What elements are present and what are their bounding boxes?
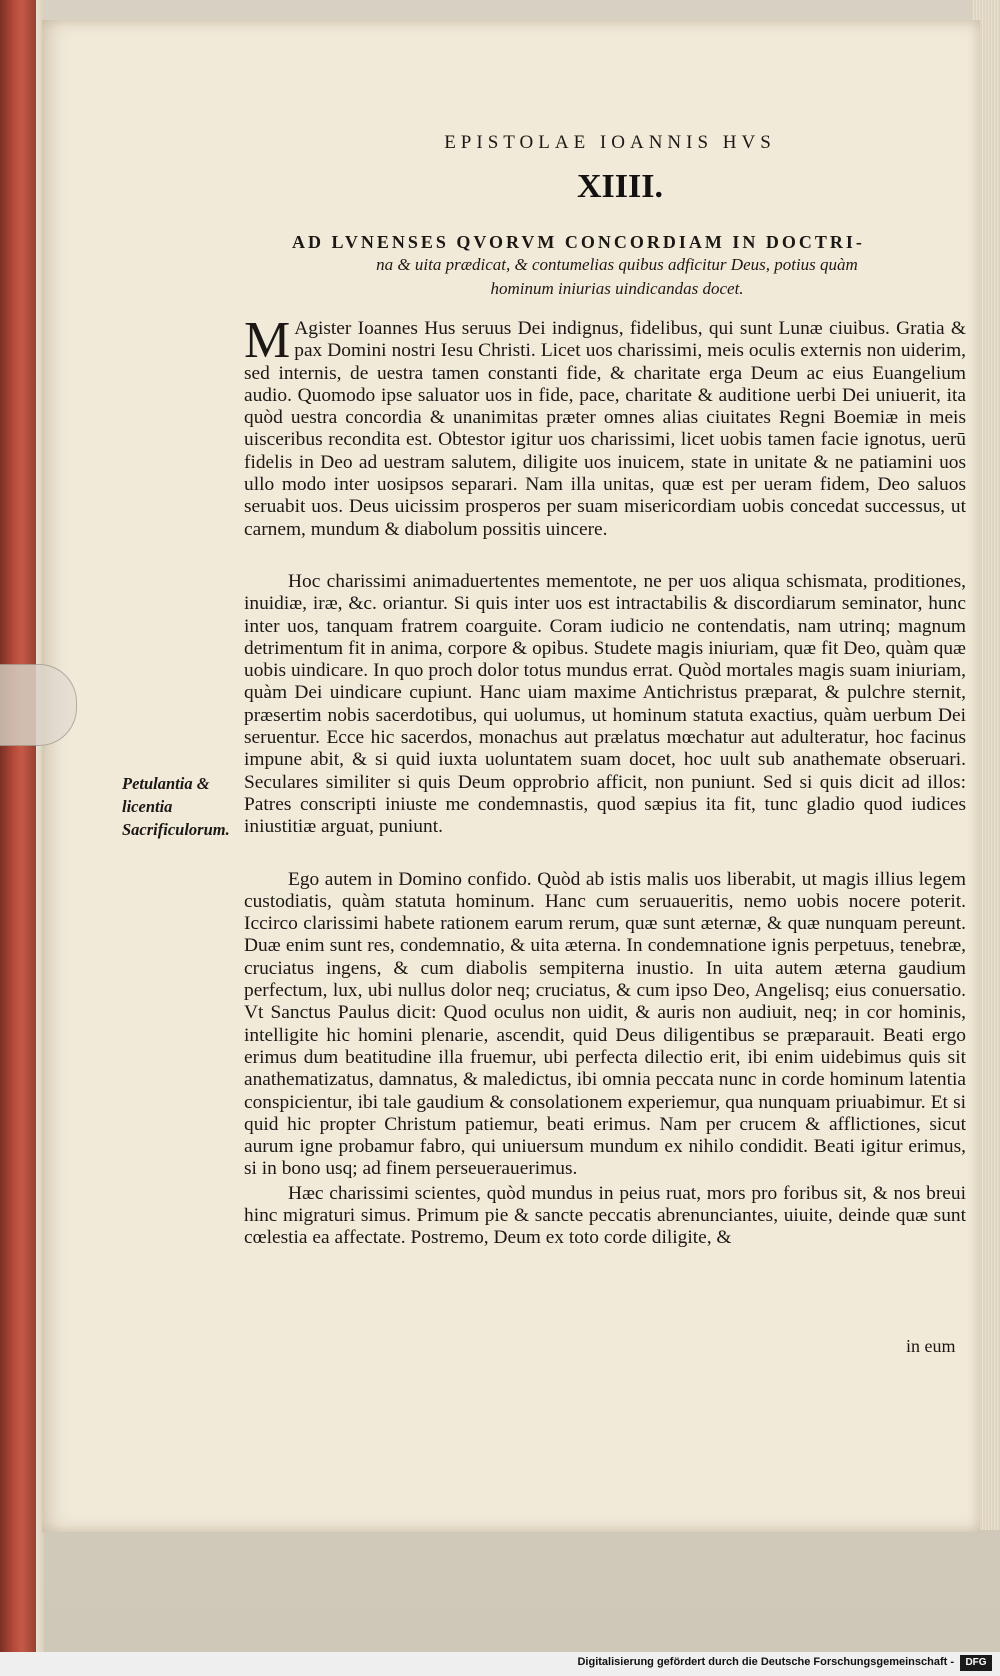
paragraph-2: Hoc charissimi animaduertentes mementote, ne per uos aliqua schismata, proditiones, inuidiæ, iræ, &c. oriantur. Si quis inter uos est intractabilis & discordiarum seminator, hunc inter uos, tanquam fratrem coarguite. Coram iudicio ne contendatis, nam utrinq; magnum detrimentum fit in anima, corpore & opibus. Studete magis iniuriam, quæ fit Deo, quàm quæ uobis uindicare. In quo proch dolor totus mundus errat. Quòd mortales magis suam iniuriam, quàm Dei uindicare cupiunt. Hanc uiam maxime Antichristus præparat, & pulchre sternit, præsertim nobis sacerdotibus, qui uolumus, ut hominum statuta exactius, quàm uerbum Dei seruentur. Ecce hic sacerdos, monachus aut prælatus mœchatur aut adulteratur, hoc facinus impune abit, & si quid iuxta uoluntatem suam docet, hoc uult sub anathemate obseruari. Seculares similiter si quis Deum opprobrio afficit, non puniunt. Sed si quis dicit ad illos: Patres conscripti iniuste me condemnastis, quod sæpius ita fit, tunc gladio quod iudices iniustitiæ arguat, puniunt.	[244, 570, 966, 838]
footer-credit: Digitalisierung gefördert durch die Deutsche Forschungsgemeinschaft -	[577, 1656, 954, 1668]
caption-line-1: AD LVNENSES QVORVM CONCORDIAM IN DOCTRI-	[292, 232, 865, 252]
caption-line-3: hominum iniurias uindicandas docet.	[490, 279, 744, 298]
letter-number: XIIII.	[577, 168, 663, 205]
book-binding	[0, 0, 40, 1660]
marginal-note: Petulantia & licentia Sacrificulorum.	[122, 774, 230, 839]
paragraph-1-text: Agister Ioannes Hus seruus Dei indignus, fidelibus, qui sunt Lunæ ciuibus. Gratia & pax Domini nostri Iesu Christi. Licet uos charissimi, meis oculis externis non uiderim, sed internis, de uestra tamen constanti fide, & charitate erga Deum ac eius Euangelium audio. Quomodo ipse saluator uos in fide, pace, charitate & auditione uerbi Dei uniuerit, ita quòd uestra concordia & unanimitas præter omnes alias ciuitates Regni Boemiæ in meis uisceribus recondita est. Obtestor igitur uos charissimi, licet uobis tamen facie ignotus, uerū fidelis in Deo ad uestram salutem, diligite uos inuicem, state in unitate & ne patiamini uos ullo modo inter uosipsos separari. Nam illa unitas, quæ est per ueram fidem, Deo saluos seruabit uos. Deus uicissim prosperos per suam misericordiam uobis concedat successus, ut carnem, mundum & diabolum possitis uincere.	[244, 318, 966, 540]
running-head: EPISTOLAE IOANNIS HVS	[444, 132, 776, 153]
footer-bar	[0, 1652, 1000, 1676]
letter-body	[244, 312, 966, 1280]
letter-caption	[292, 232, 942, 301]
paragraph-1	[244, 312, 966, 541]
bookmark-tab	[0, 664, 77, 746]
paragraph-3: Ego autem in Domino confido. Quòd ab istis malis uos liberabit, ut magis illius legem custodiatis, quàm statuta hominum. Hanc cum seruaueritis, nemo uobis nocere poterit. Iccirco clarissimi habete rationem earum rerum, quæ sunt æternæ, & quæ nunquam pereunt. Duæ enim sunt res, condemnatio, & uita æterna. In condemnatione ignis perpetuus, tenebræ, cruciatus ingens, & cum diabolis sempiterna inustio. In uita autem æterna gaudium perfectum, lux, ubi nullus dolor neq; cruciatus, & cum ipso Deo, Angelisq; eius conuersatio. Vt Sanctus Paulus dicit: Quod oculus non uidit, & auris non audiuit, neq; in cor hominis, intelligite hic homini plenarie, ascendit, quid Deus diligentibus se præparauit. Beati ergo erimus dum beatitudine illa fruemur, ubi perfecta dilectio erit, ibi enim uidebimus quis sit anathematizatus, damnatus, & maledictus, ibi omnia peccata nunc in corde hominum latentia conspicientur, ibi tale gaudium & consolationem experiemur, qua nunquam priuabimur. Et si quid hic propter Christum patiemur, beati erimus. Nam per crucem & afflictiones, sicut aurum igne probamur fabro, qui uniuersum mundum ex nihilo condidit. Beati igitur erimus, si in bono usq; ad finem perseuerauerimus.	[244, 868, 966, 1180]
caption-line-2: na & uita prædicat, & contumelias quibus adficitur Deus, potius quàm	[376, 255, 858, 274]
dfg-logo: DFG	[960, 1655, 992, 1671]
paragraph-4: Hæc charissimi scientes, quòd mundus in peius ruat, mors pro foribus sit, & nos breui hinc migraturi simus. Primum pie & sancte peccatis abrenunciantes, uiuite, deinde quæ sunt cœlestia ea affectate. Postremo, Deum ex toto corde diligite, &	[244, 1182, 966, 1249]
drop-cap: M	[244, 312, 291, 369]
catchword: in eum	[906, 1336, 956, 1356]
